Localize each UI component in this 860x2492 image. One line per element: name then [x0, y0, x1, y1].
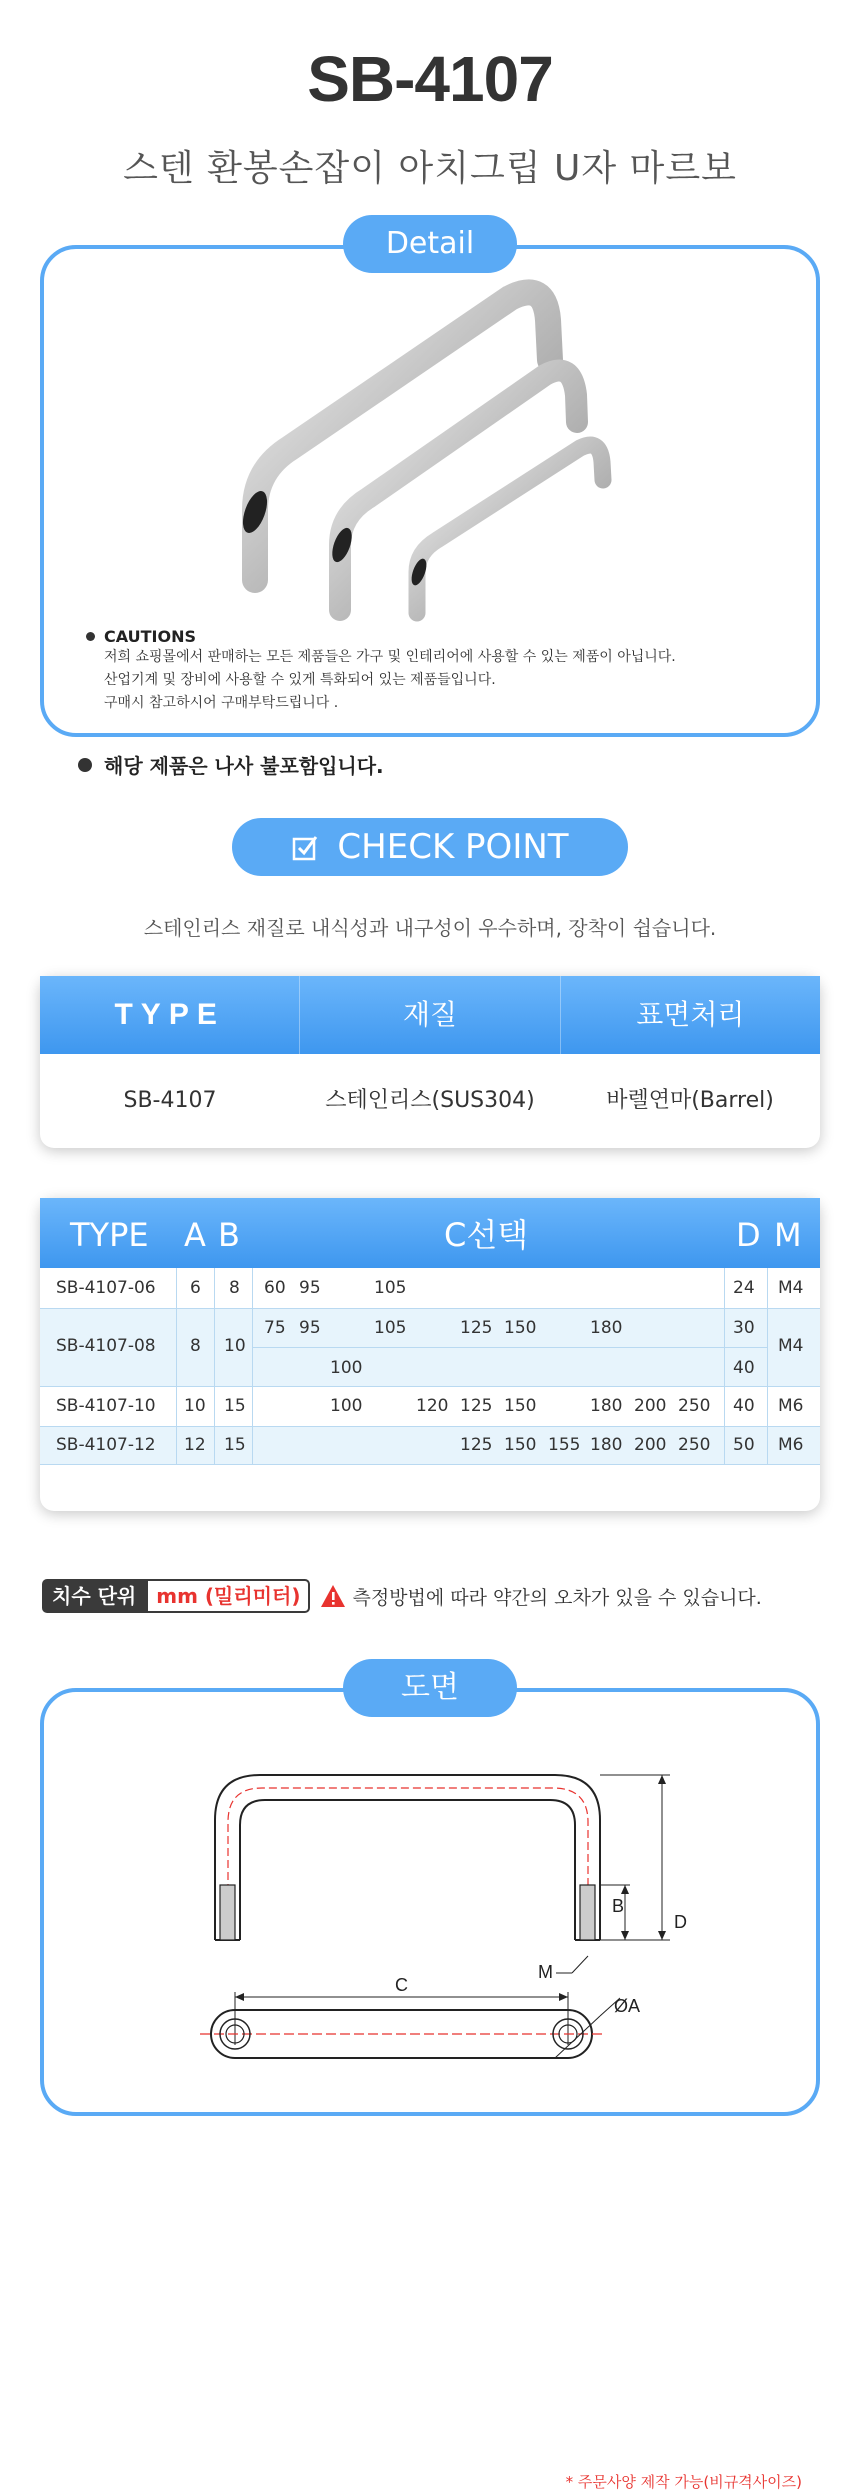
cell-c: 250 — [678, 1396, 711, 1416]
header-type: TYPE — [70, 1216, 149, 1254]
cell-c: 200 — [634, 1435, 667, 1455]
caution-line: 저희 쇼핑몰에서 판매하는 모든 제품들은 가구 및 인테리어에 사용할 수 있는 제품이 아닙니다. — [104, 649, 676, 665]
cell-c: 150 — [504, 1318, 537, 1338]
cell-type: SB-4107-08 — [56, 1336, 156, 1356]
check-point-label: CHECK POINT — [232, 818, 628, 876]
divider — [724, 1347, 767, 1348]
header-a: A — [184, 1216, 206, 1254]
dimension-c: C — [395, 1975, 408, 1995]
cell-b: 8 — [229, 1278, 240, 1298]
cell-b: 10 — [224, 1336, 246, 1356]
cell-c: 100 — [330, 1396, 363, 1416]
bullet-icon — [86, 632, 95, 641]
spec-table-header — [40, 976, 820, 1054]
screw-note: 해당 제품은 나사 불포함입니다. — [78, 750, 384, 779]
cell-d: 24 — [733, 1278, 755, 1298]
warning-icon — [320, 1584, 346, 1608]
divider — [40, 1464, 820, 1465]
cell-d: 40 — [733, 1358, 755, 1378]
cell-c: 95 — [299, 1278, 321, 1298]
cell-c: 120 — [416, 1396, 449, 1416]
checkbox-icon — [291, 833, 319, 861]
cell-m: M4 — [778, 1278, 804, 1298]
cell-type: SB-4107-10 — [56, 1396, 156, 1416]
unit-info — [42, 1578, 822, 1614]
header-d: D — [736, 1216, 761, 1254]
dimension-d: D — [674, 1912, 687, 1932]
cell-c: 60 — [264, 1278, 286, 1298]
divider — [724, 1268, 725, 1464]
header-finish: 표면처리 — [636, 998, 745, 1031]
product-photo — [220, 280, 640, 620]
table-row — [40, 1268, 820, 1308]
header-material: 재질 — [300, 976, 560, 1054]
spec-table — [40, 976, 820, 1148]
header-c: C선택 — [444, 1216, 529, 1254]
cautions-heading: CAUTIONS — [86, 627, 786, 646]
cell-d: 40 — [733, 1396, 755, 1416]
cell-c: 75 — [264, 1318, 286, 1338]
technical-drawing — [200, 1760, 670, 2060]
detail-label: Detail — [343, 215, 517, 273]
cell-b: 15 — [224, 1396, 246, 1416]
drawing-label: 도면 — [343, 1659, 517, 1717]
unit-warning: 측정방법에 따라 약간의 오차가 있을 수 있습니다. — [320, 1583, 761, 1610]
cautions-block — [86, 627, 786, 715]
cell-c: 180 — [590, 1318, 623, 1338]
unit-value: mm (밀리미터) — [146, 1579, 310, 1613]
cell-d: 30 — [733, 1318, 755, 1338]
cell-a: 6 — [190, 1278, 201, 1298]
cell-c: 155 — [548, 1435, 581, 1455]
check-point-description: 스테인리스 재질로 내식성과 내구성이 우수하며, 장착이 쉽습니다. — [143, 916, 717, 940]
cell-material: 스테인리스(SUS304) — [325, 1088, 535, 1113]
dimension-a: ØA — [614, 1996, 641, 2016]
cell-c: 105 — [374, 1318, 407, 1338]
divider — [40, 1426, 820, 1427]
divider — [40, 1386, 820, 1387]
table-row — [40, 1054, 820, 1148]
cell-type: SB-4107-06 — [56, 1278, 156, 1298]
caution-line: 산업기계 및 장비에 사용할 수 있게 특화되어 있는 제품들입니다. — [104, 672, 496, 688]
cell-c: 180 — [590, 1396, 623, 1416]
size-table-header — [40, 1198, 820, 1268]
cell-c: 125 — [460, 1435, 493, 1455]
cell-c: 125 — [460, 1318, 493, 1338]
cell-b: 15 — [224, 1435, 246, 1455]
divider — [40, 1308, 820, 1309]
divider — [214, 1268, 215, 1464]
cell-c: 150 — [504, 1396, 537, 1416]
product-subtitle: 스텐 환봉손잡이 아치그립 U자 마르보 — [123, 148, 737, 189]
divider — [252, 1268, 253, 1464]
page-title: SB-4107 — [307, 43, 553, 115]
bullet-icon — [78, 758, 92, 772]
cell-a: 12 — [184, 1435, 206, 1455]
divider — [767, 1268, 768, 1464]
cell-a: 8 — [190, 1336, 201, 1356]
dimension-m: M — [538, 1962, 553, 1982]
unit-tag: 치수 단위 — [42, 1579, 146, 1613]
cell-finish: 바렐연마(Barrel) — [606, 1088, 774, 1113]
header-b: B — [218, 1216, 240, 1254]
cell-c: 180 — [590, 1435, 623, 1455]
cell-m: M4 — [778, 1336, 804, 1356]
cell-m: M6 — [778, 1396, 804, 1416]
cell-c: 150 — [504, 1435, 537, 1455]
cell-c: 105 — [374, 1278, 407, 1298]
cell-d: 50 — [733, 1435, 755, 1455]
header-type: TYPE — [40, 976, 300, 1054]
dimension-b: B — [612, 1896, 625, 1916]
cell-type: SB-4107 — [123, 1088, 217, 1113]
divider — [252, 1347, 724, 1348]
cell-c: 125 — [460, 1396, 493, 1416]
cell-m: M6 — [778, 1435, 804, 1455]
cell-a: 10 — [184, 1396, 206, 1416]
cell-c: 250 — [678, 1435, 711, 1455]
order-note: * 주문사양 제작 가능(비규격사이즈) — [565, 2473, 802, 2491]
caution-line: 구매시 참고하시어 구매부탁드립니다 . — [104, 695, 339, 711]
cell-type: SB-4107-12 — [56, 1435, 156, 1455]
cell-c: 95 — [299, 1318, 321, 1338]
cell-c: 100 — [330, 1358, 363, 1378]
cell-c: 200 — [634, 1396, 667, 1416]
header-m: M — [774, 1216, 802, 1254]
divider — [176, 1268, 177, 1464]
